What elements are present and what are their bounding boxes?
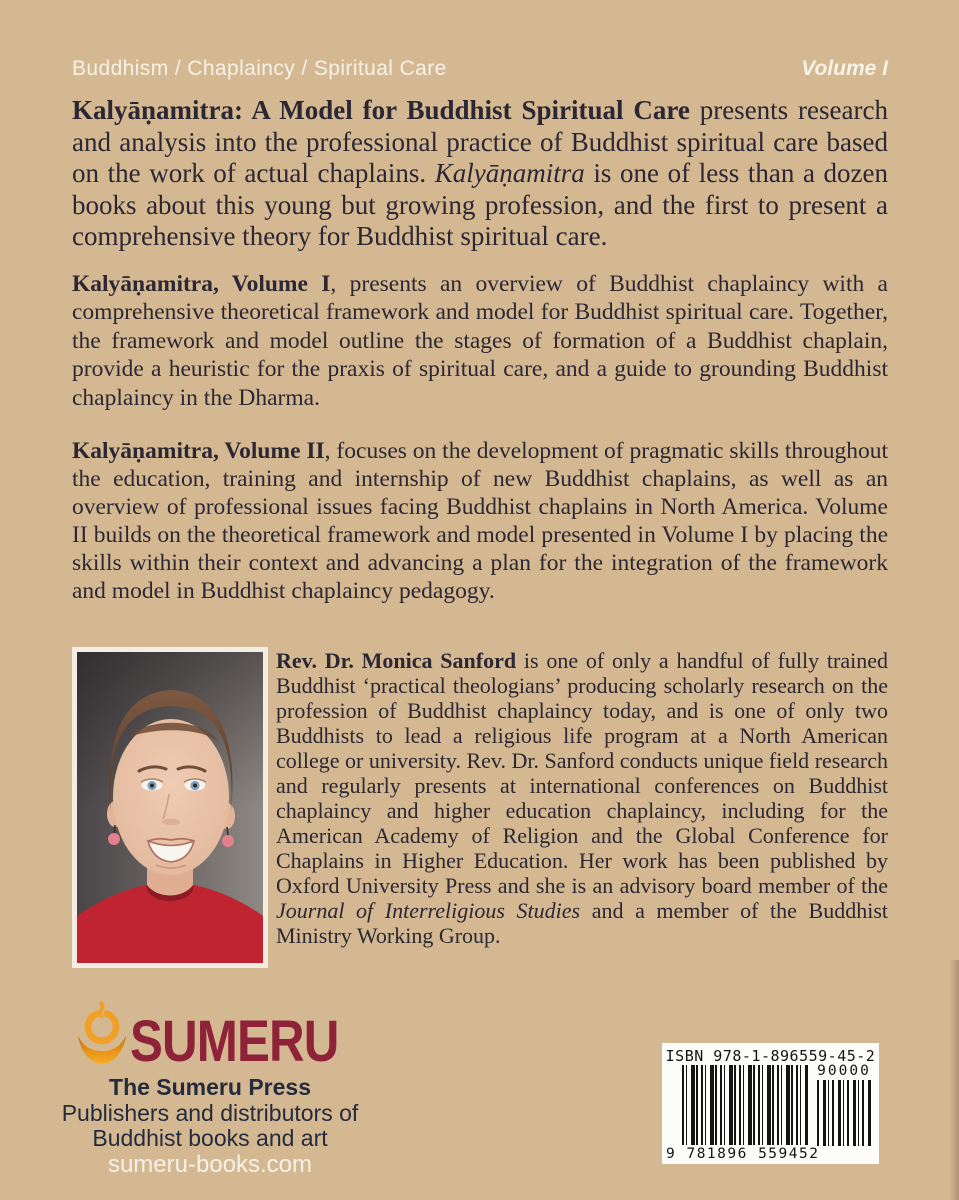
price-code: 90000 bbox=[817, 1063, 871, 1079]
scan-edge-shadow bbox=[949, 960, 959, 1200]
author-photo bbox=[77, 652, 263, 963]
journal-title-italic: Journal of Interreligious Studies bbox=[276, 898, 581, 923]
author-bio bbox=[276, 648, 888, 948]
volume1-paragraph bbox=[72, 270, 888, 412]
bio-text-2: and a member of the Buddhist Ministry Working Group. bbox=[276, 898, 888, 948]
isbn-barcode bbox=[662, 1043, 879, 1164]
press-tagline-line2: Buddhist books and art bbox=[92, 1125, 328, 1151]
press-name: The Sumeru Press bbox=[109, 1074, 311, 1100]
flame-crescent-icon bbox=[74, 1000, 130, 1076]
press-website: sumeru-books.com bbox=[107, 1151, 313, 1178]
barcode-digits: 9 781896 559452 bbox=[666, 1146, 820, 1162]
sumeru-wordmark: SUMERU bbox=[130, 1009, 339, 1074]
volume2-lead: Kalyāṇamitra, Volume II bbox=[72, 438, 325, 464]
bio-text-1: is one of only a handful of fully trained Buddhist ‘practical theologians’ producing scholarly research on the profession of Buddhist chaplaincy today, and is one of only two Buddhists to lead a religious life program at a North American college or university. Rev. Dr. Sanford conducts unique field research and regularly presents at international conferences on Buddhist chaplaincy and higher education chaplaincy, including for the American Academy of Religion and the Global Conference for Chaplains in Higher Education. Her work has been published by Oxford University Press and she is an advisory board member of the bbox=[276, 648, 888, 898]
author-photo-frame bbox=[72, 647, 268, 968]
ean13-bars bbox=[682, 1065, 808, 1145]
press-tagline-line1: Publishers and distributors of bbox=[61, 1100, 359, 1126]
volume2-text: , focuses on the development of pragmatic skills throughout the education, training and internship of new Buddhist chaplains, as well as an overview of professional issues facing Buddhist chaplains in North America. Volume II builds on the theoretical framework and model presented in Volume I by placing the skills within their context and advancing a plan for the integration of the framework and model in Buddhist chaplaincy pedagogy. bbox=[72, 438, 888, 604]
book-title-text: Kalyāṇamitra: A Model for Buddhist Spiritual Care bbox=[72, 95, 690, 125]
volume1-text: , presents an overview of Buddhist chaplaincy with a comprehensive theoretical framework and model for Buddhist spiritual care. Together, the framework and model outline the stages of formation of a Buddhist chaplain, provide a heuristic for the praxis of spiritual care, and a guide to grounding Buddhist chaplaincy in the Dharma. bbox=[72, 271, 888, 411]
volume-label: Volume I bbox=[801, 57, 888, 80]
isbn-label: ISBN 978-1-896559-45-2 bbox=[665, 1047, 876, 1065]
book-title-italic: Kalyāṇamitra bbox=[434, 158, 585, 188]
synopsis-text-2: is one of less than a dozen books about this young but growing profession, and the first to present a comprehensive theory for Buddhist spiritual care. bbox=[72, 158, 888, 251]
author-name: Rev. Dr. Monica Sanford bbox=[276, 648, 517, 673]
volume1-lead: Kalyāṇamitra, Volume I bbox=[72, 271, 331, 297]
ean5-bars bbox=[817, 1080, 873, 1146]
volume2-paragraph bbox=[72, 437, 888, 605]
synopsis-text-1: presents research and analysis into the professional practice of Buddhist spiritual care based on the work of actual chaplains. bbox=[72, 95, 888, 188]
synopsis-paragraph bbox=[72, 95, 888, 253]
genre-label: Buddhism / Chaplaincy / Spiritual Care bbox=[72, 57, 447, 80]
top-banner bbox=[72, 57, 888, 81]
